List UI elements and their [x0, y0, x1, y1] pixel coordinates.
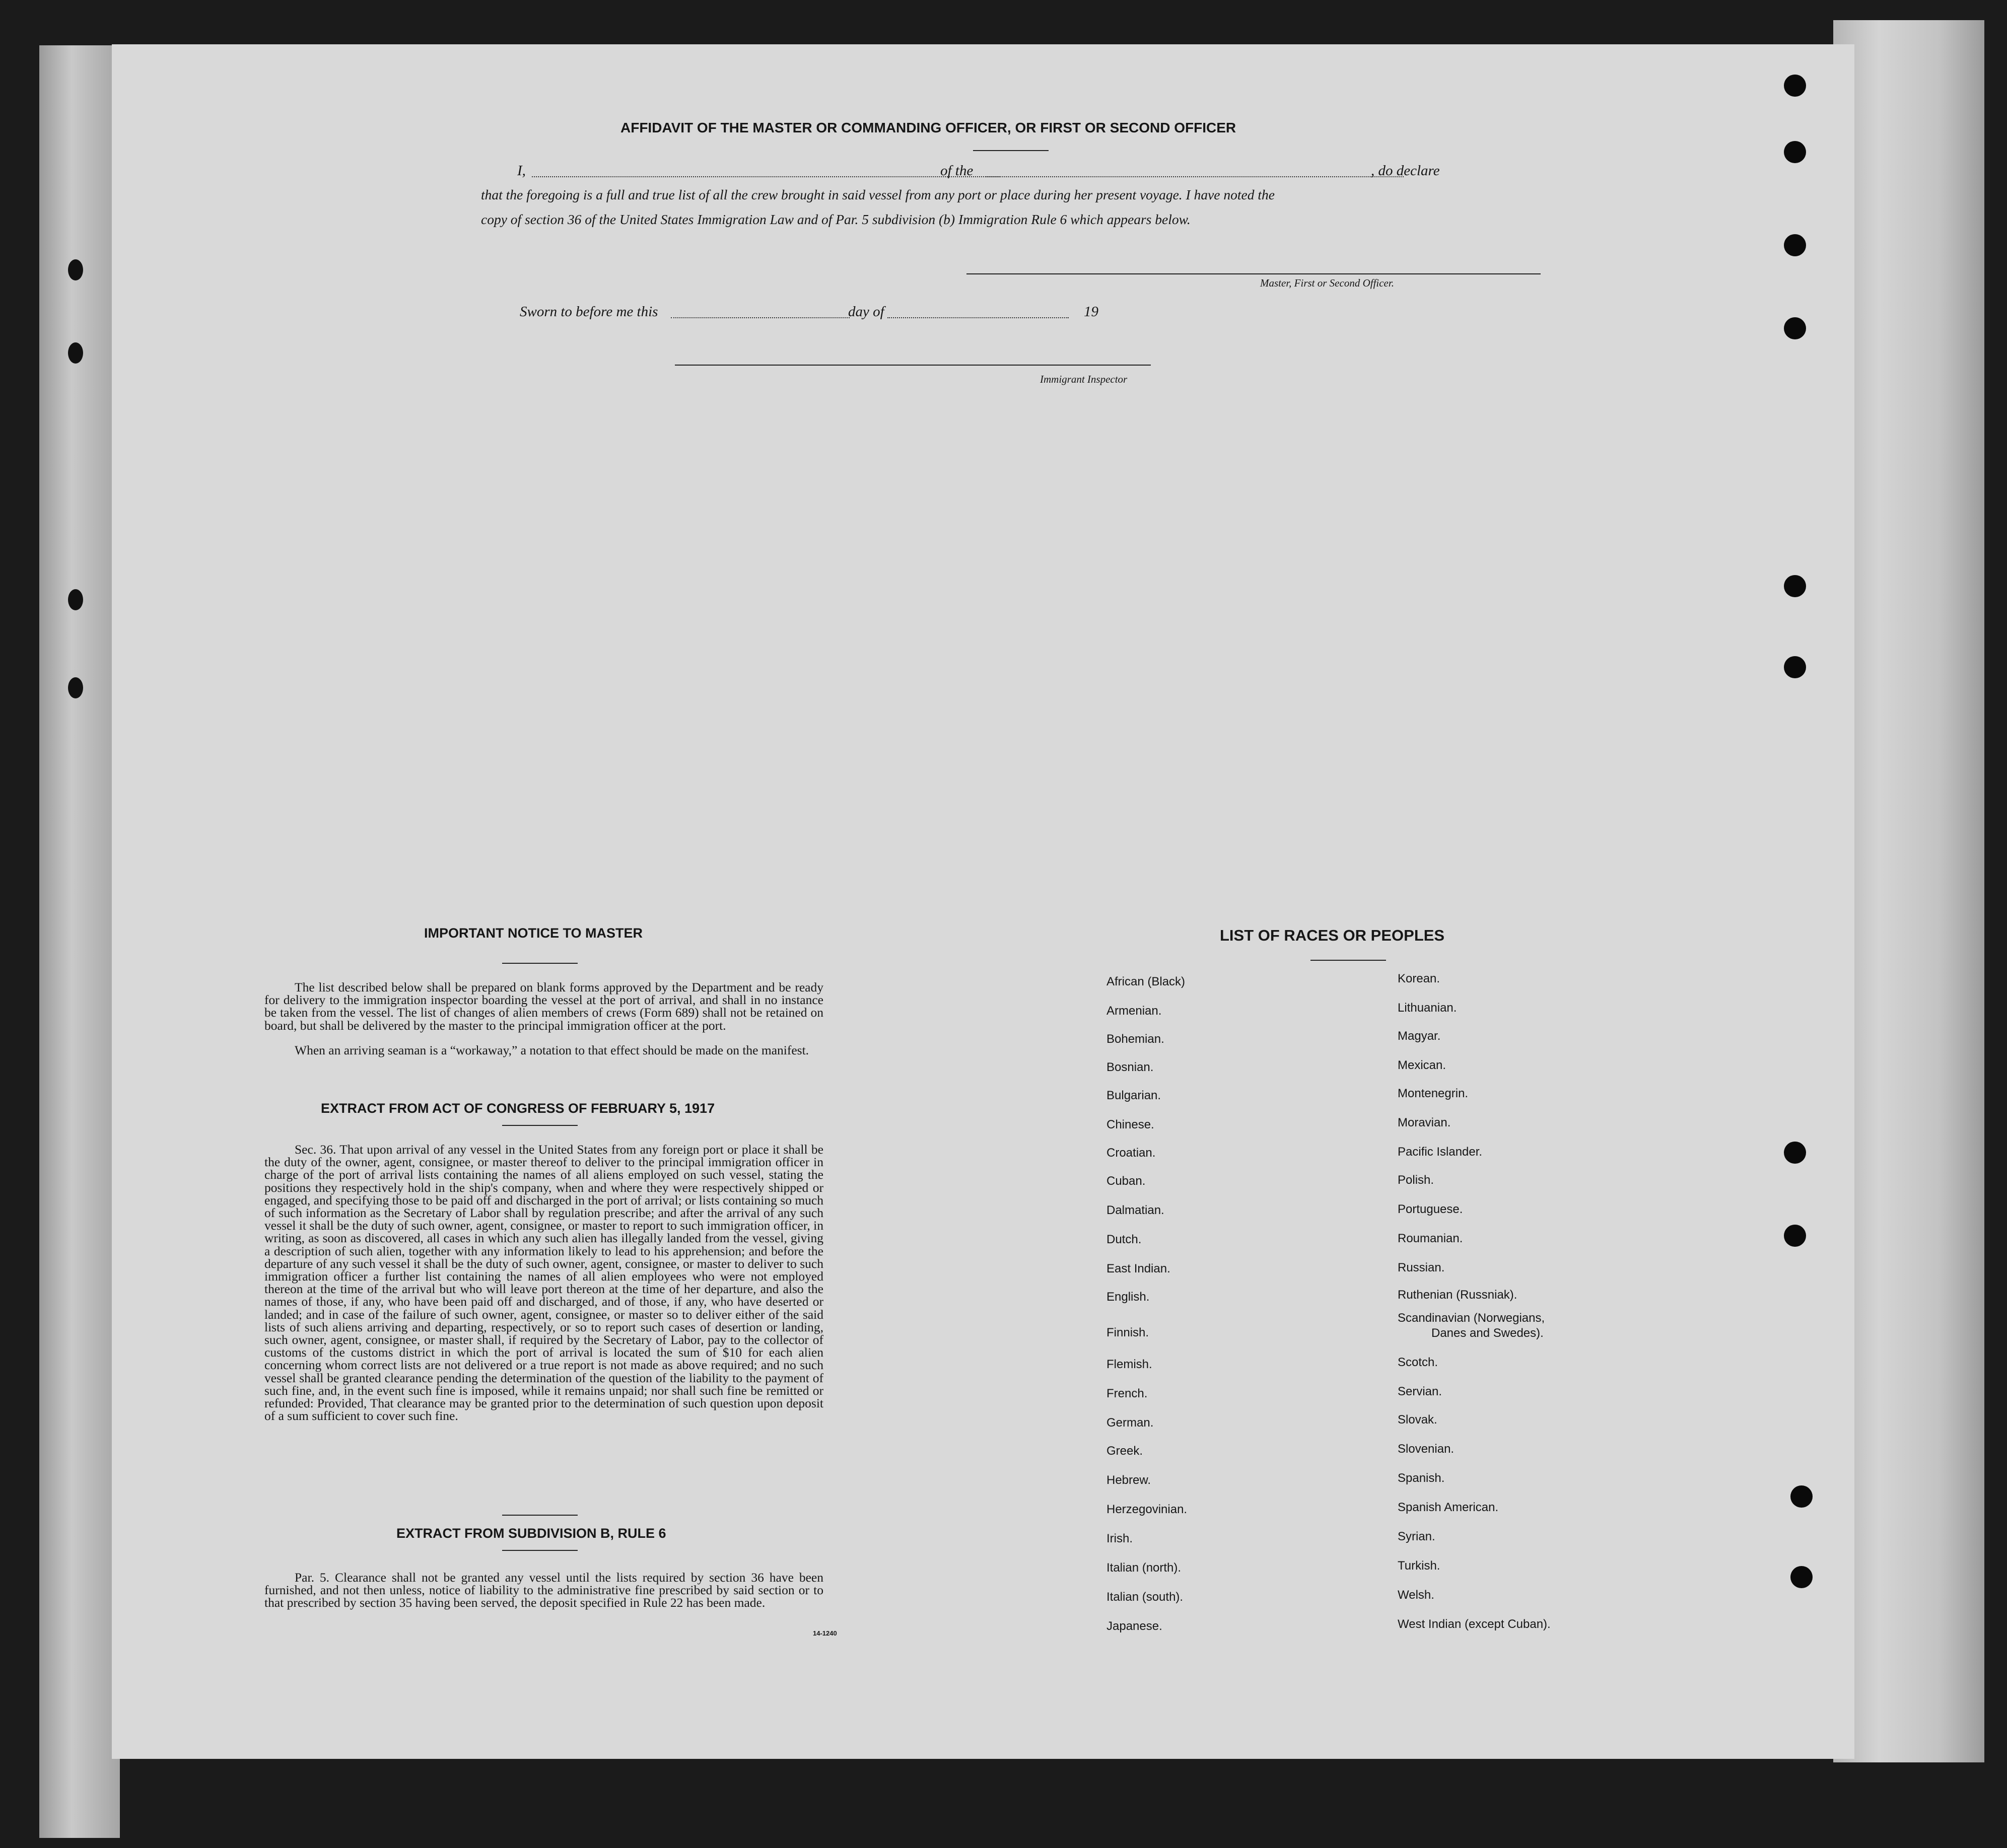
year-text: 19 [1084, 304, 1098, 320]
race-item: Mexican. [1398, 1058, 1446, 1072]
race-item: Armenian. [1106, 1004, 1162, 1018]
sworn-text: Sworn to before me this [520, 304, 658, 320]
affidavit-title: AFFIDAVIT OF THE MASTER OR COMMANDING OFFICER, OR FIRST OR SECOND OFFICER [620, 120, 1236, 135]
affidavit-i: I, [517, 163, 526, 179]
race-item: Scandinavian (Norwegians, [1398, 1311, 1545, 1325]
act-extract-text: Sec. 36. That upon arrival of any vessel in the United States from any foreign port or place it shall be the duty of the owner, agent, consignee, or master thereof to deliver to the principal immigration officer in charge of the port of arrival lists containing the names of all aliens employed on such vessel, stating the positions they respectively hold in the ship's company, when and where they were respectively shipped or engaged, and specifying those to be paid off and discharged in the port of arrival; or lists containing so much of such information as the Secretary of Labor shall by regulation prescribe; and after the arrival of any such vessel it shall be the duty of such owner, agent, consignee, or master to report to such immigration officer, in writing, as soon as discovered, all cases in which any such alien has illegally landed from the vessel, giving a description of such alien, together with any information likely to lead to his apprehension; and before the departure of any such vessel it shall be the duty of such owner, agent, consignee, or master to deliver to such immigration officer a further list containing the names of all alien employees who were not employed thereon at the time of the arrival but who will leave port thereon at the time of her departure, and also the names of those, if any, who have been paid off and discharged, and of those, if any, who have deserted or landed; and in case of the failure of such owner, agent, consignee, or master so to deliver either of the said lists of such aliens arriving and departing, respectively, or so to report such cases of desertion or landing, such owner, agent, consignee, or master shall, if required by the Secretary of Labor, pay to the collector of customs of the customs district in which the port of arrival is located the sum of $10 for each alien concerning whom correct lists are not delivered or a true report is not made as above required; and no such vessel shall be granted clearance pending the determination of the question of the liability to the payment of such fine, and, in the event such fine is imposed, while it remains unpaid; nor shall such fine be remitted or refunded: Provided, That clearance may be granted prior to the determination of such question upon deposit of a sum sufficient to cover such fine. [264, 1142, 823, 1424]
month-blank [887, 317, 1069, 318]
inspector-label: Immigrant Inspector [1040, 373, 1128, 385]
race-item: Dutch. [1106, 1233, 1142, 1246]
races-title: LIST OF RACES OR PEOPLES [1220, 927, 1445, 944]
race-item: Croatian. [1106, 1146, 1156, 1160]
race-item: Greek. [1106, 1444, 1143, 1458]
race-item: East Indian. [1106, 1262, 1170, 1275]
signature-line [966, 273, 1541, 274]
day-of-text: day of [848, 304, 884, 320]
race-item: Roumanian. [1398, 1232, 1463, 1245]
race-item: Korean. [1398, 972, 1440, 985]
act-extract-underline [502, 1125, 578, 1126]
notice-underline [502, 963, 578, 964]
race-item: Moravian. [1398, 1116, 1451, 1129]
race-item: Italian (north). [1106, 1561, 1182, 1575]
binder-hole [1784, 141, 1806, 163]
sworn-day-blank [671, 317, 850, 318]
notice-title: IMPORTANT NOTICE TO MASTER [424, 926, 643, 941]
signature-label: Master, First or Second Officer. [1260, 277, 1394, 289]
race-item: French. [1106, 1387, 1148, 1400]
race-item: Bosnian. [1106, 1060, 1154, 1074]
title-underline [973, 150, 1049, 151]
notice-para1: The list described below shall be prepared on blank forms approved by the Department and be ready for delivery to the immigration inspector boarding the vessel at the port of arrival, and shall in no instance be taken from the vessel. The list of changes of alien members of crews (Form 689) shall not be retained on board, but shall be delivered by the master to the principal immigration officer at the port. [264, 980, 823, 1033]
race-item: Danes and Swedes). [1431, 1326, 1544, 1340]
affidavit-line2: that the foregoing is a full and true list of all the crew brought in said vessel from any port or place during her present voyage. I have noted the [481, 187, 1275, 202]
race-item: Dalmatian. [1106, 1203, 1164, 1217]
binder-hole [68, 589, 83, 610]
binder-hole [1784, 656, 1806, 678]
race-item: Bohemian. [1106, 1032, 1164, 1046]
binder-hole [1790, 1566, 1813, 1588]
act-extract-title: EXTRACT FROM ACT OF CONGRESS OF FEBRUARY 5, 1917 [321, 1101, 715, 1116]
race-item: Scotch. [1398, 1356, 1438, 1369]
affidavit-declare: , do declare [1371, 163, 1440, 179]
race-item: English. [1106, 1290, 1150, 1304]
race-item: Spanish American. [1398, 1501, 1499, 1514]
race-item: Bulgarian. [1106, 1089, 1161, 1102]
race-item: Syrian. [1398, 1530, 1435, 1543]
notice-para2: When an arriving seaman is a “workaway,” a notation to that effect should be made on the manifest. [295, 1043, 809, 1057]
race-item: Welsh. [1398, 1588, 1434, 1602]
binder-hole [68, 677, 83, 698]
race-item: Hebrew. [1106, 1473, 1151, 1487]
race-item: Herzegovinian. [1106, 1503, 1188, 1516]
race-item: German. [1106, 1416, 1154, 1430]
affidavit-of-the: of the [940, 163, 974, 179]
binder-hole [1790, 1485, 1813, 1508]
race-item: Montenegrin. [1398, 1087, 1469, 1100]
race-item: Turkish. [1398, 1559, 1440, 1573]
rule-extract-title: EXTRACT FROM SUBDIVISION B, RULE 6 [396, 1526, 666, 1541]
race-item: Ruthenian (Russniak). [1398, 1288, 1517, 1302]
binder-hole [1784, 234, 1806, 256]
race-item: Servian. [1398, 1385, 1442, 1398]
binder-hole [1784, 575, 1806, 597]
race-item: African (Black) [1106, 975, 1186, 988]
race-item: Pacific Islander. [1398, 1145, 1483, 1159]
binder-hole [1784, 1225, 1806, 1247]
binder-hole [68, 259, 83, 280]
race-item: Finnish. [1106, 1326, 1149, 1339]
binder-hole [1784, 1142, 1806, 1164]
name-blank [532, 176, 1000, 177]
vessel-blank [983, 176, 1404, 177]
binder-hole [1784, 317, 1806, 339]
race-item: Cuban. [1106, 1174, 1146, 1188]
form-number: 14-1240 [813, 1629, 837, 1637]
rule-extract-text: Par. 5. Clearance shall not be granted any vessel until the lists required by section 36 have been furnished, and not then unless, notice of liability to the administrative fine prescribed by said section or to that prescribed by section 35 having been served, the deposit specified in Rule 22 has been made. [264, 1570, 823, 1610]
races-underline [1310, 960, 1386, 961]
document-page [112, 44, 1854, 1759]
race-item: Lithuanian. [1398, 1001, 1457, 1015]
race-item: Flemish. [1106, 1358, 1152, 1371]
race-item: Spanish. [1398, 1471, 1445, 1485]
binding-strip [39, 45, 120, 1838]
affidavit-line3: copy of section 36 of the United States Immigration Law and of Par. 5 subdivision (b) Immigration Rule 6 which appears below. [481, 211, 1191, 227]
binder-hole [68, 342, 83, 364]
race-item: Slovak. [1398, 1413, 1437, 1427]
race-item: West Indian (except Cuban). [1398, 1617, 1551, 1631]
rule-extract-underline [502, 1550, 578, 1551]
race-item: Japanese. [1106, 1619, 1162, 1633]
race-item: Italian (south). [1106, 1590, 1184, 1604]
race-item: Irish. [1106, 1532, 1133, 1545]
race-item: Magyar. [1398, 1029, 1441, 1043]
inspector-line [675, 365, 1151, 366]
binder-hole [1784, 75, 1806, 97]
race-item: Polish. [1398, 1173, 1434, 1187]
race-item: Portuguese. [1398, 1202, 1463, 1216]
race-item: Slovenian. [1398, 1442, 1455, 1456]
rule-divider [502, 1515, 578, 1516]
race-item: Chinese. [1106, 1118, 1154, 1131]
underlying-page-edge [1833, 20, 1984, 1762]
race-item: Russian. [1398, 1261, 1445, 1274]
